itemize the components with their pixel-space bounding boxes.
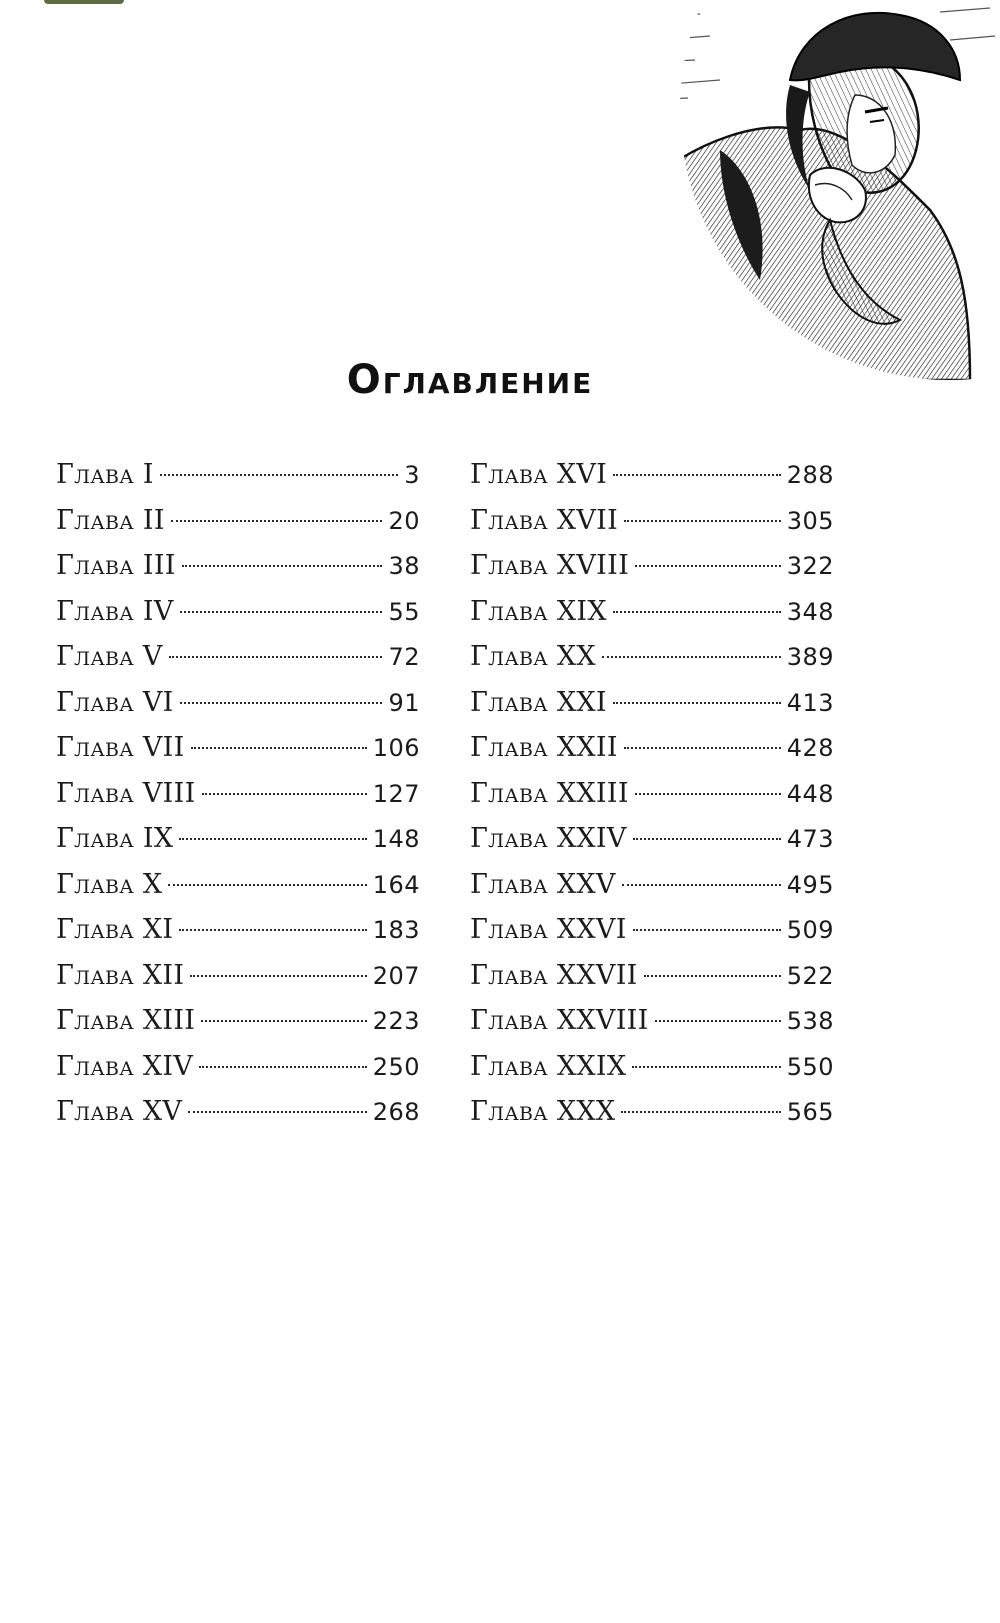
dot-leader bbox=[622, 884, 781, 886]
toc-entry-page-number: 288 bbox=[786, 461, 834, 489]
toc-entry[interactable] bbox=[470, 498, 834, 544]
toc-entry-label: Глава XIX bbox=[470, 595, 607, 627]
dot-leader bbox=[621, 1111, 780, 1113]
toc-entry-page-number: 509 bbox=[786, 916, 834, 944]
toc-entry-label: Глава VIII bbox=[56, 777, 196, 809]
dot-leader bbox=[655, 1020, 781, 1022]
toc-entry-label: Глава XXI bbox=[470, 686, 607, 718]
toc-entry-page-number: 448 bbox=[786, 779, 834, 808]
dot-leader bbox=[168, 884, 366, 886]
toc-entry-page-number: 428 bbox=[786, 734, 834, 762]
dot-leader bbox=[613, 611, 781, 613]
toc-entry-label: Глава I bbox=[56, 459, 154, 490]
dot-leader bbox=[635, 793, 781, 795]
engraving-scene bbox=[640, 0, 1000, 380]
page-title: Оглавление bbox=[346, 356, 594, 403]
toc-entry-page-number: 127 bbox=[372, 779, 420, 808]
toc-entry[interactable] bbox=[470, 816, 834, 862]
toc-entry[interactable] bbox=[56, 953, 420, 999]
toc-entry-label: Глава XXIV bbox=[470, 823, 627, 854]
toc-entry[interactable] bbox=[56, 771, 420, 817]
toc-entry[interactable] bbox=[56, 543, 420, 589]
toc-entry[interactable] bbox=[56, 907, 420, 953]
toc-entry-label: Глава XII bbox=[56, 959, 185, 991]
dot-leader bbox=[624, 747, 781, 749]
toc-entry-page-number: 348 bbox=[786, 597, 834, 626]
toc-entry-label: Глава II bbox=[56, 504, 165, 536]
dot-leader bbox=[633, 929, 781, 931]
dot-leader bbox=[201, 1020, 366, 1022]
toc-entry[interactable] bbox=[470, 589, 834, 635]
dot-leader bbox=[613, 474, 781, 476]
toc-entry[interactable] bbox=[470, 452, 834, 498]
dot-leader bbox=[160, 474, 398, 476]
toc-entry[interactable] bbox=[470, 953, 834, 999]
toc-entry[interactable] bbox=[56, 998, 420, 1044]
toc-entry-label: Глава X bbox=[56, 868, 163, 900]
toc-entry-label: Глава XIV bbox=[56, 1050, 194, 1082]
toc-entry[interactable] bbox=[56, 634, 420, 680]
toc-entry-label: Глава XI bbox=[56, 914, 174, 945]
toc-entry-page-number: 3 bbox=[404, 461, 420, 489]
toc-entry-page-number: 183 bbox=[372, 916, 420, 944]
toc-entry-label: Глава XXVIII bbox=[470, 1005, 649, 1036]
toc-entry-page-number: 20 bbox=[388, 506, 420, 535]
toc-entry-page-number: 322 bbox=[786, 552, 834, 580]
toc-entry-page-number: 55 bbox=[388, 597, 420, 626]
toc-entry[interactable] bbox=[56, 680, 420, 726]
toc-entry-page-number: 223 bbox=[372, 1007, 420, 1035]
toc-entry-label: Глава XXVI bbox=[470, 914, 627, 945]
toc-entry-label: Глава XV bbox=[56, 1096, 183, 1127]
toc-entry-label: Глава XX bbox=[470, 641, 596, 672]
toc-entry[interactable] bbox=[56, 816, 420, 862]
toc-entry[interactable] bbox=[56, 452, 420, 498]
dot-leader bbox=[188, 1111, 367, 1113]
toc-entry-page-number: 389 bbox=[786, 643, 834, 671]
toc-entry[interactable] bbox=[470, 1044, 834, 1090]
toc-entry-label: Глава IX bbox=[56, 823, 174, 854]
toc-entry[interactable] bbox=[470, 725, 834, 771]
toc-entry-page-number: 268 bbox=[372, 1098, 420, 1126]
dot-leader bbox=[169, 656, 383, 658]
toc-entry-label: Глава IV bbox=[56, 595, 174, 627]
toc-entry-label: Глава VI bbox=[56, 686, 174, 718]
toc-entry-label: Глава XXVII bbox=[470, 959, 638, 991]
dot-leader bbox=[602, 656, 781, 658]
corner-accent bbox=[44, 0, 124, 4]
toc-entry-label: Глава XVI bbox=[470, 459, 608, 490]
toc-entry[interactable] bbox=[470, 862, 834, 908]
dot-leader bbox=[190, 975, 366, 977]
dot-leader bbox=[179, 929, 366, 931]
toc-entry[interactable] bbox=[56, 1089, 420, 1135]
toc-entry-label: Глава XXX bbox=[470, 1096, 616, 1127]
dot-leader bbox=[644, 975, 781, 977]
toc-entry-label: Глава XVIII bbox=[470, 550, 630, 581]
dot-leader bbox=[191, 747, 367, 749]
toc-entry-page-number: 565 bbox=[786, 1098, 834, 1126]
toc-entry-page-number: 413 bbox=[786, 688, 834, 717]
dot-leader bbox=[180, 611, 383, 613]
toc-entry[interactable] bbox=[470, 1089, 834, 1135]
toc-entry[interactable] bbox=[470, 771, 834, 817]
toc-entry[interactable] bbox=[56, 1044, 420, 1090]
toc-entry[interactable] bbox=[470, 998, 834, 1044]
toc-entry-label: Глава III bbox=[56, 550, 176, 581]
toc-column-left bbox=[56, 452, 420, 1135]
toc-entry-page-number: 91 bbox=[388, 688, 420, 717]
toc-entry-page-number: 305 bbox=[786, 506, 834, 535]
toc-entry[interactable] bbox=[470, 634, 834, 680]
dot-leader bbox=[632, 1066, 780, 1068]
toc-entry-label: Глава XIII bbox=[56, 1005, 196, 1036]
toc-entry-page-number: 148 bbox=[372, 825, 420, 853]
toc-column-right bbox=[470, 452, 834, 1135]
dot-leader bbox=[624, 520, 781, 522]
toc-entry-label: Глава XXV bbox=[470, 868, 616, 900]
toc-entry-page-number: 522 bbox=[786, 961, 834, 990]
toc-entry[interactable] bbox=[56, 725, 420, 771]
dot-leader bbox=[179, 838, 366, 840]
toc-entry-page-number: 72 bbox=[388, 643, 420, 671]
toc-entry-label: Глава V bbox=[56, 641, 163, 672]
toc-entry[interactable] bbox=[470, 543, 834, 589]
toc-entry[interactable] bbox=[470, 680, 834, 726]
toc-entry-label: Глава XVII bbox=[470, 504, 619, 536]
toc-entry-page-number: 250 bbox=[372, 1052, 420, 1081]
toc-entry-page-number: 473 bbox=[786, 825, 834, 853]
toc-entry-page-number: 106 bbox=[372, 734, 420, 762]
toc-entry-page-number: 207 bbox=[372, 961, 420, 990]
toc-entry-page-number: 495 bbox=[786, 870, 834, 899]
toc-entry-label: Глава VII bbox=[56, 732, 185, 763]
dot-leader bbox=[613, 702, 781, 704]
dot-leader bbox=[182, 565, 383, 567]
toc-entry[interactable] bbox=[470, 907, 834, 953]
toc-entry-label: Глава XXIII bbox=[470, 777, 629, 809]
dot-leader bbox=[171, 520, 383, 522]
toc-entry-page-number: 538 bbox=[786, 1007, 834, 1035]
toc-entry[interactable] bbox=[56, 498, 420, 544]
dot-leader bbox=[199, 1066, 367, 1068]
toc-entry-page-number: 164 bbox=[372, 870, 420, 899]
toc-entry[interactable] bbox=[56, 862, 420, 908]
dot-leader bbox=[633, 838, 781, 840]
portrait-illustration bbox=[640, 0, 1000, 380]
toc-entry-label: Глава XXII bbox=[470, 732, 618, 763]
dot-leader bbox=[180, 702, 383, 704]
toc-entry-page-number: 550 bbox=[786, 1052, 834, 1081]
toc-entry[interactable] bbox=[56, 589, 420, 635]
dot-leader bbox=[202, 793, 367, 795]
toc-entry-page-number: 38 bbox=[388, 552, 420, 580]
toc-entry-label: Глава XXIX bbox=[470, 1050, 627, 1082]
dot-leader bbox=[635, 565, 781, 567]
